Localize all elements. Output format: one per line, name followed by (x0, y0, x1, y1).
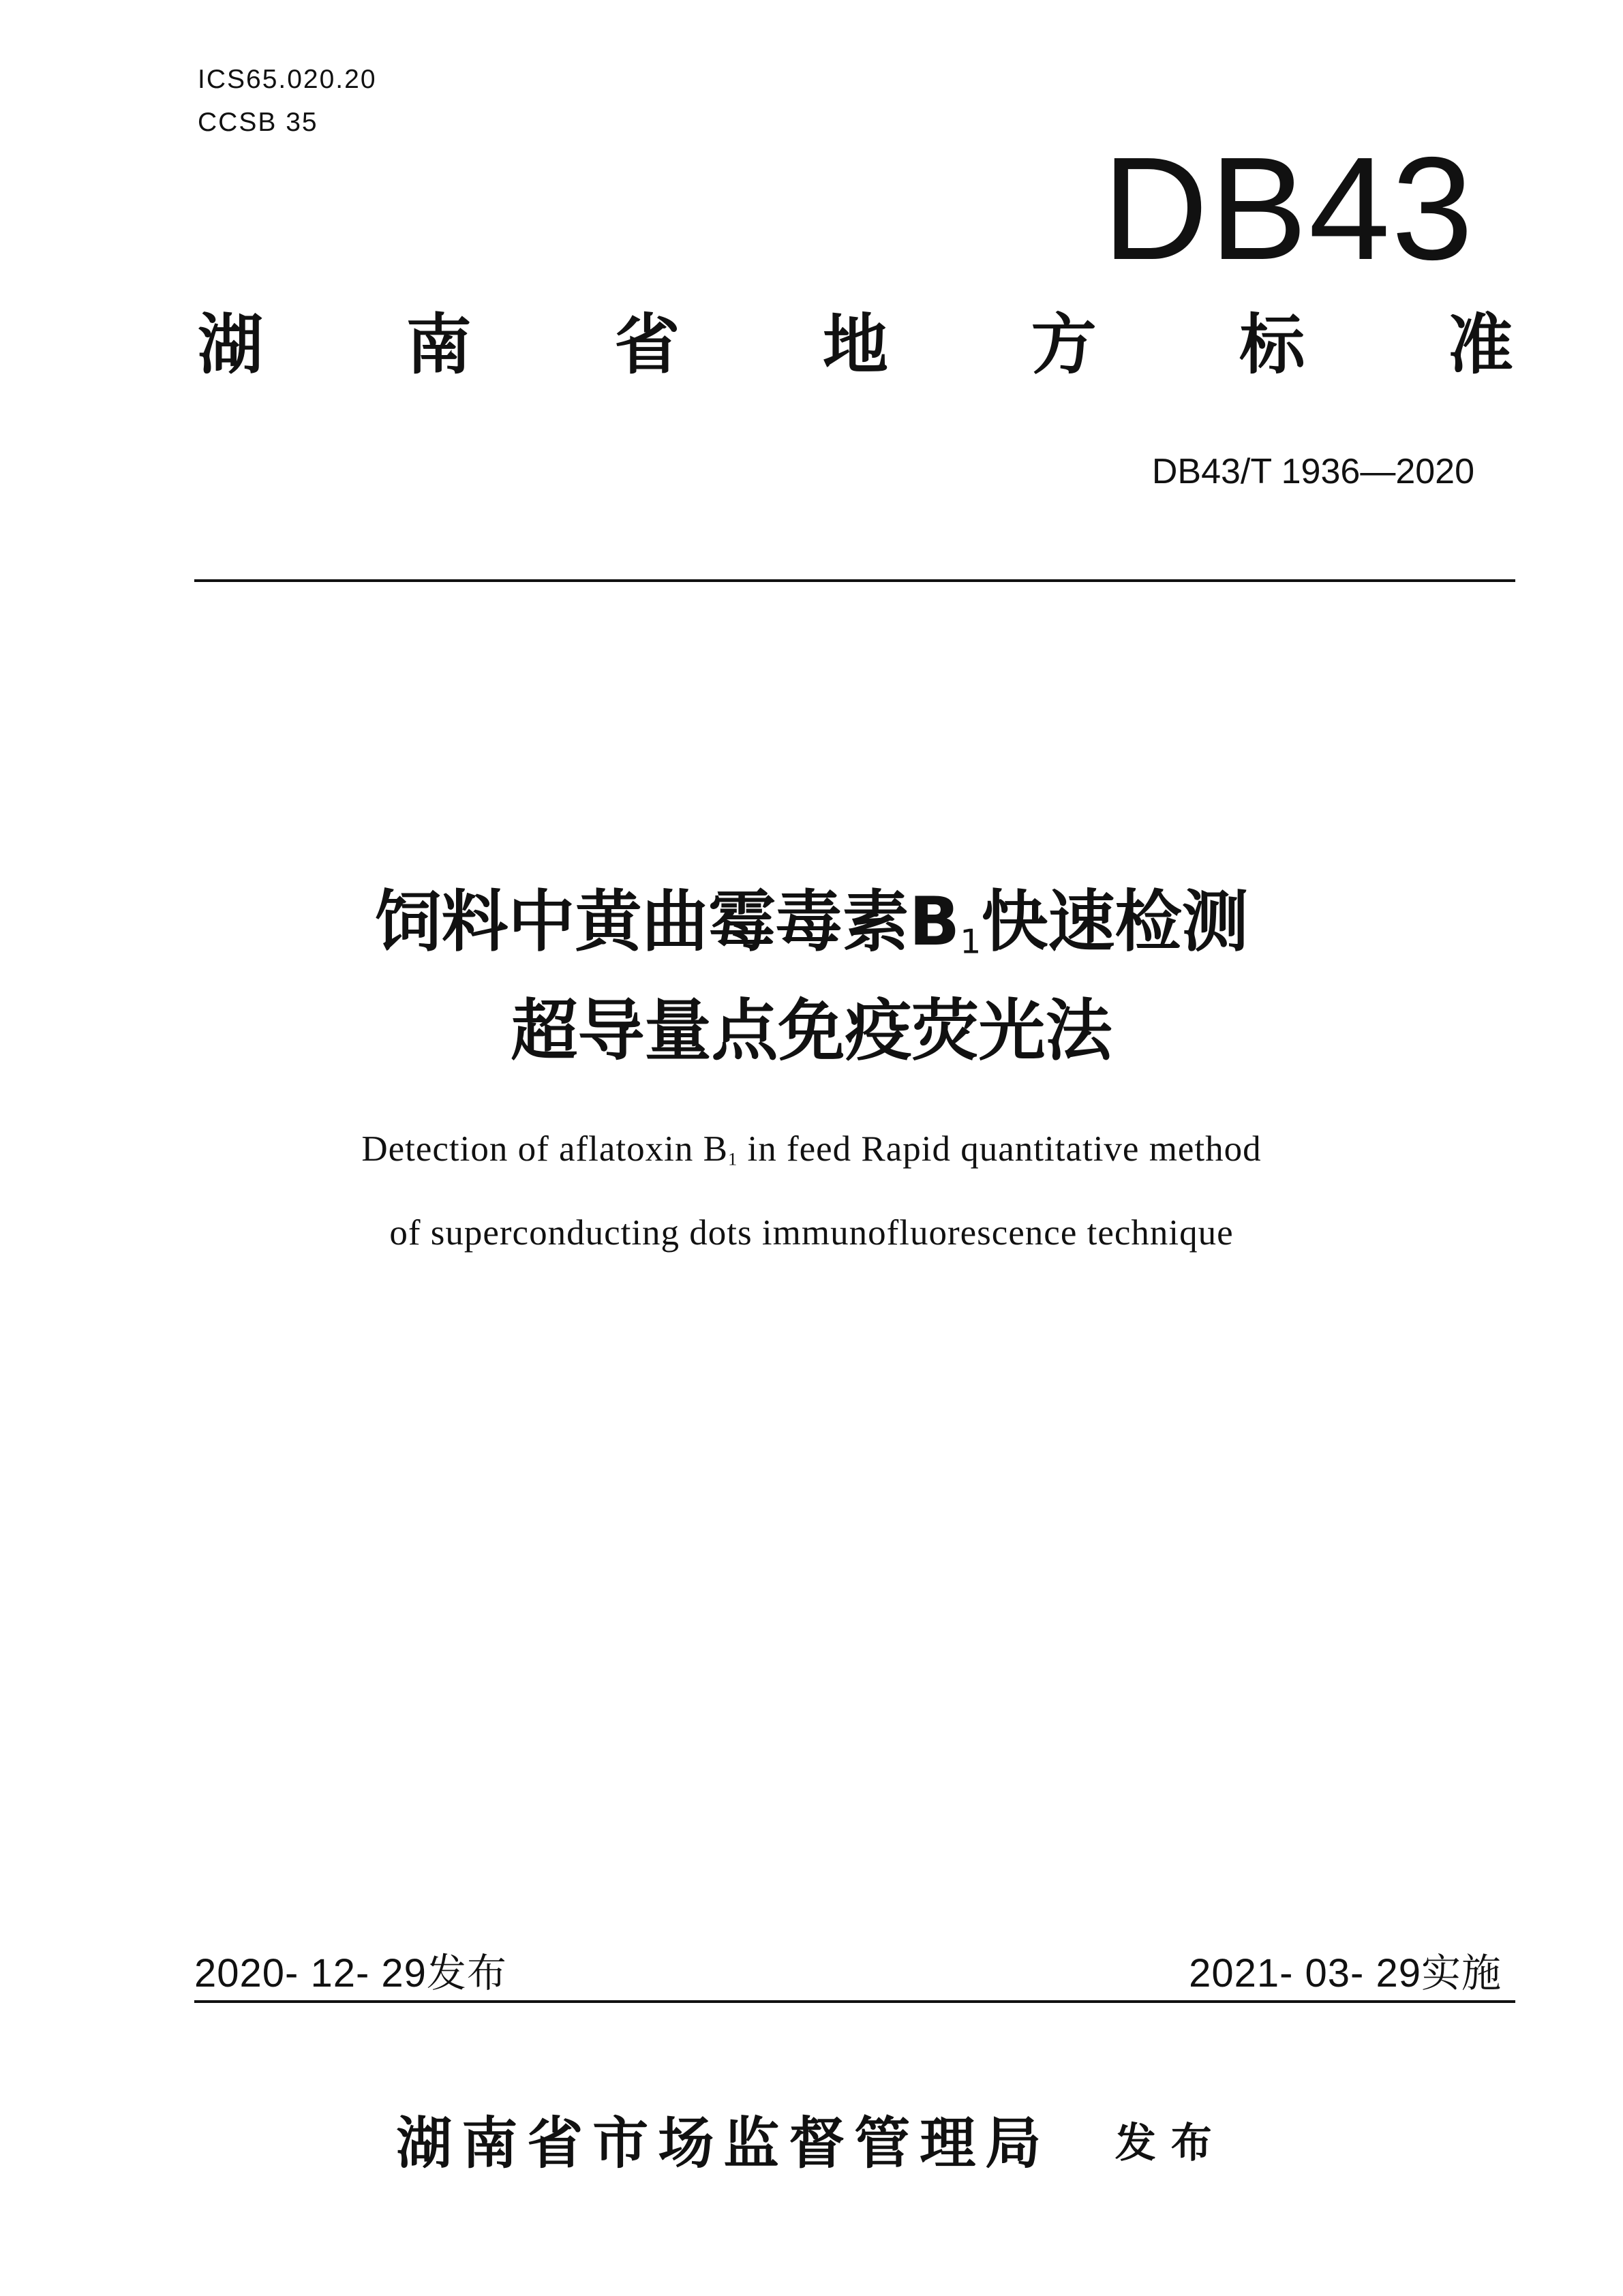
title-cn-line1-part-a: 饲料中黄曲霉毒素B (374, 883, 960, 961)
standard-number: DB43/T 1936—2020 (1151, 452, 1474, 491)
publisher-row (0, 2099, 1623, 2179)
db43-logo: DB43 (1102, 126, 1474, 290)
title-cn-subscript: 1 (960, 922, 982, 962)
standard-type-char: 地 (822, 307, 888, 383)
title-en-line1-part-a: Detection of aflatoxin B (361, 1129, 728, 1169)
title-en-subscript: 1 (727, 1148, 738, 1169)
ccs-code: CCSB 35 (198, 108, 318, 137)
title-cn-line1-part-b: 快速检测 (981, 883, 1249, 961)
ics-code: ICS65.020.20 (198, 65, 377, 94)
standard-type-char: 标 (1239, 307, 1305, 383)
title-cn-line2: 超导量点免疫荧光法 (511, 992, 1112, 1070)
implementation-date: 2021- 03- 29实施 (1189, 1951, 1502, 1995)
bottom-divider (194, 2000, 1515, 2003)
publish-label: 发布 (1114, 2119, 1227, 2167)
standard-type-char: 湖 (198, 307, 263, 383)
standard-type-char: 南 (406, 307, 472, 383)
issue-date: 2020- 12- 29发布 (194, 1951, 507, 1995)
title-en-line2: of superconducting dots immunofluorescence technique (389, 1213, 1234, 1253)
title-en-line1 (0, 1128, 1623, 1172)
title-en-line1-part-b: in feed Rapid quantitative method (738, 1129, 1262, 1169)
standard-type-char: 方 (1031, 307, 1097, 383)
standard-type-char: 准 (1447, 307, 1513, 383)
top-divider (194, 579, 1515, 582)
standard-type-heading (198, 307, 1513, 383)
standard-type-char: 省 (614, 307, 680, 383)
title-cn-line1 (0, 883, 1623, 963)
publisher-name: 湖南省市场监督管理局 (396, 2111, 1051, 2176)
